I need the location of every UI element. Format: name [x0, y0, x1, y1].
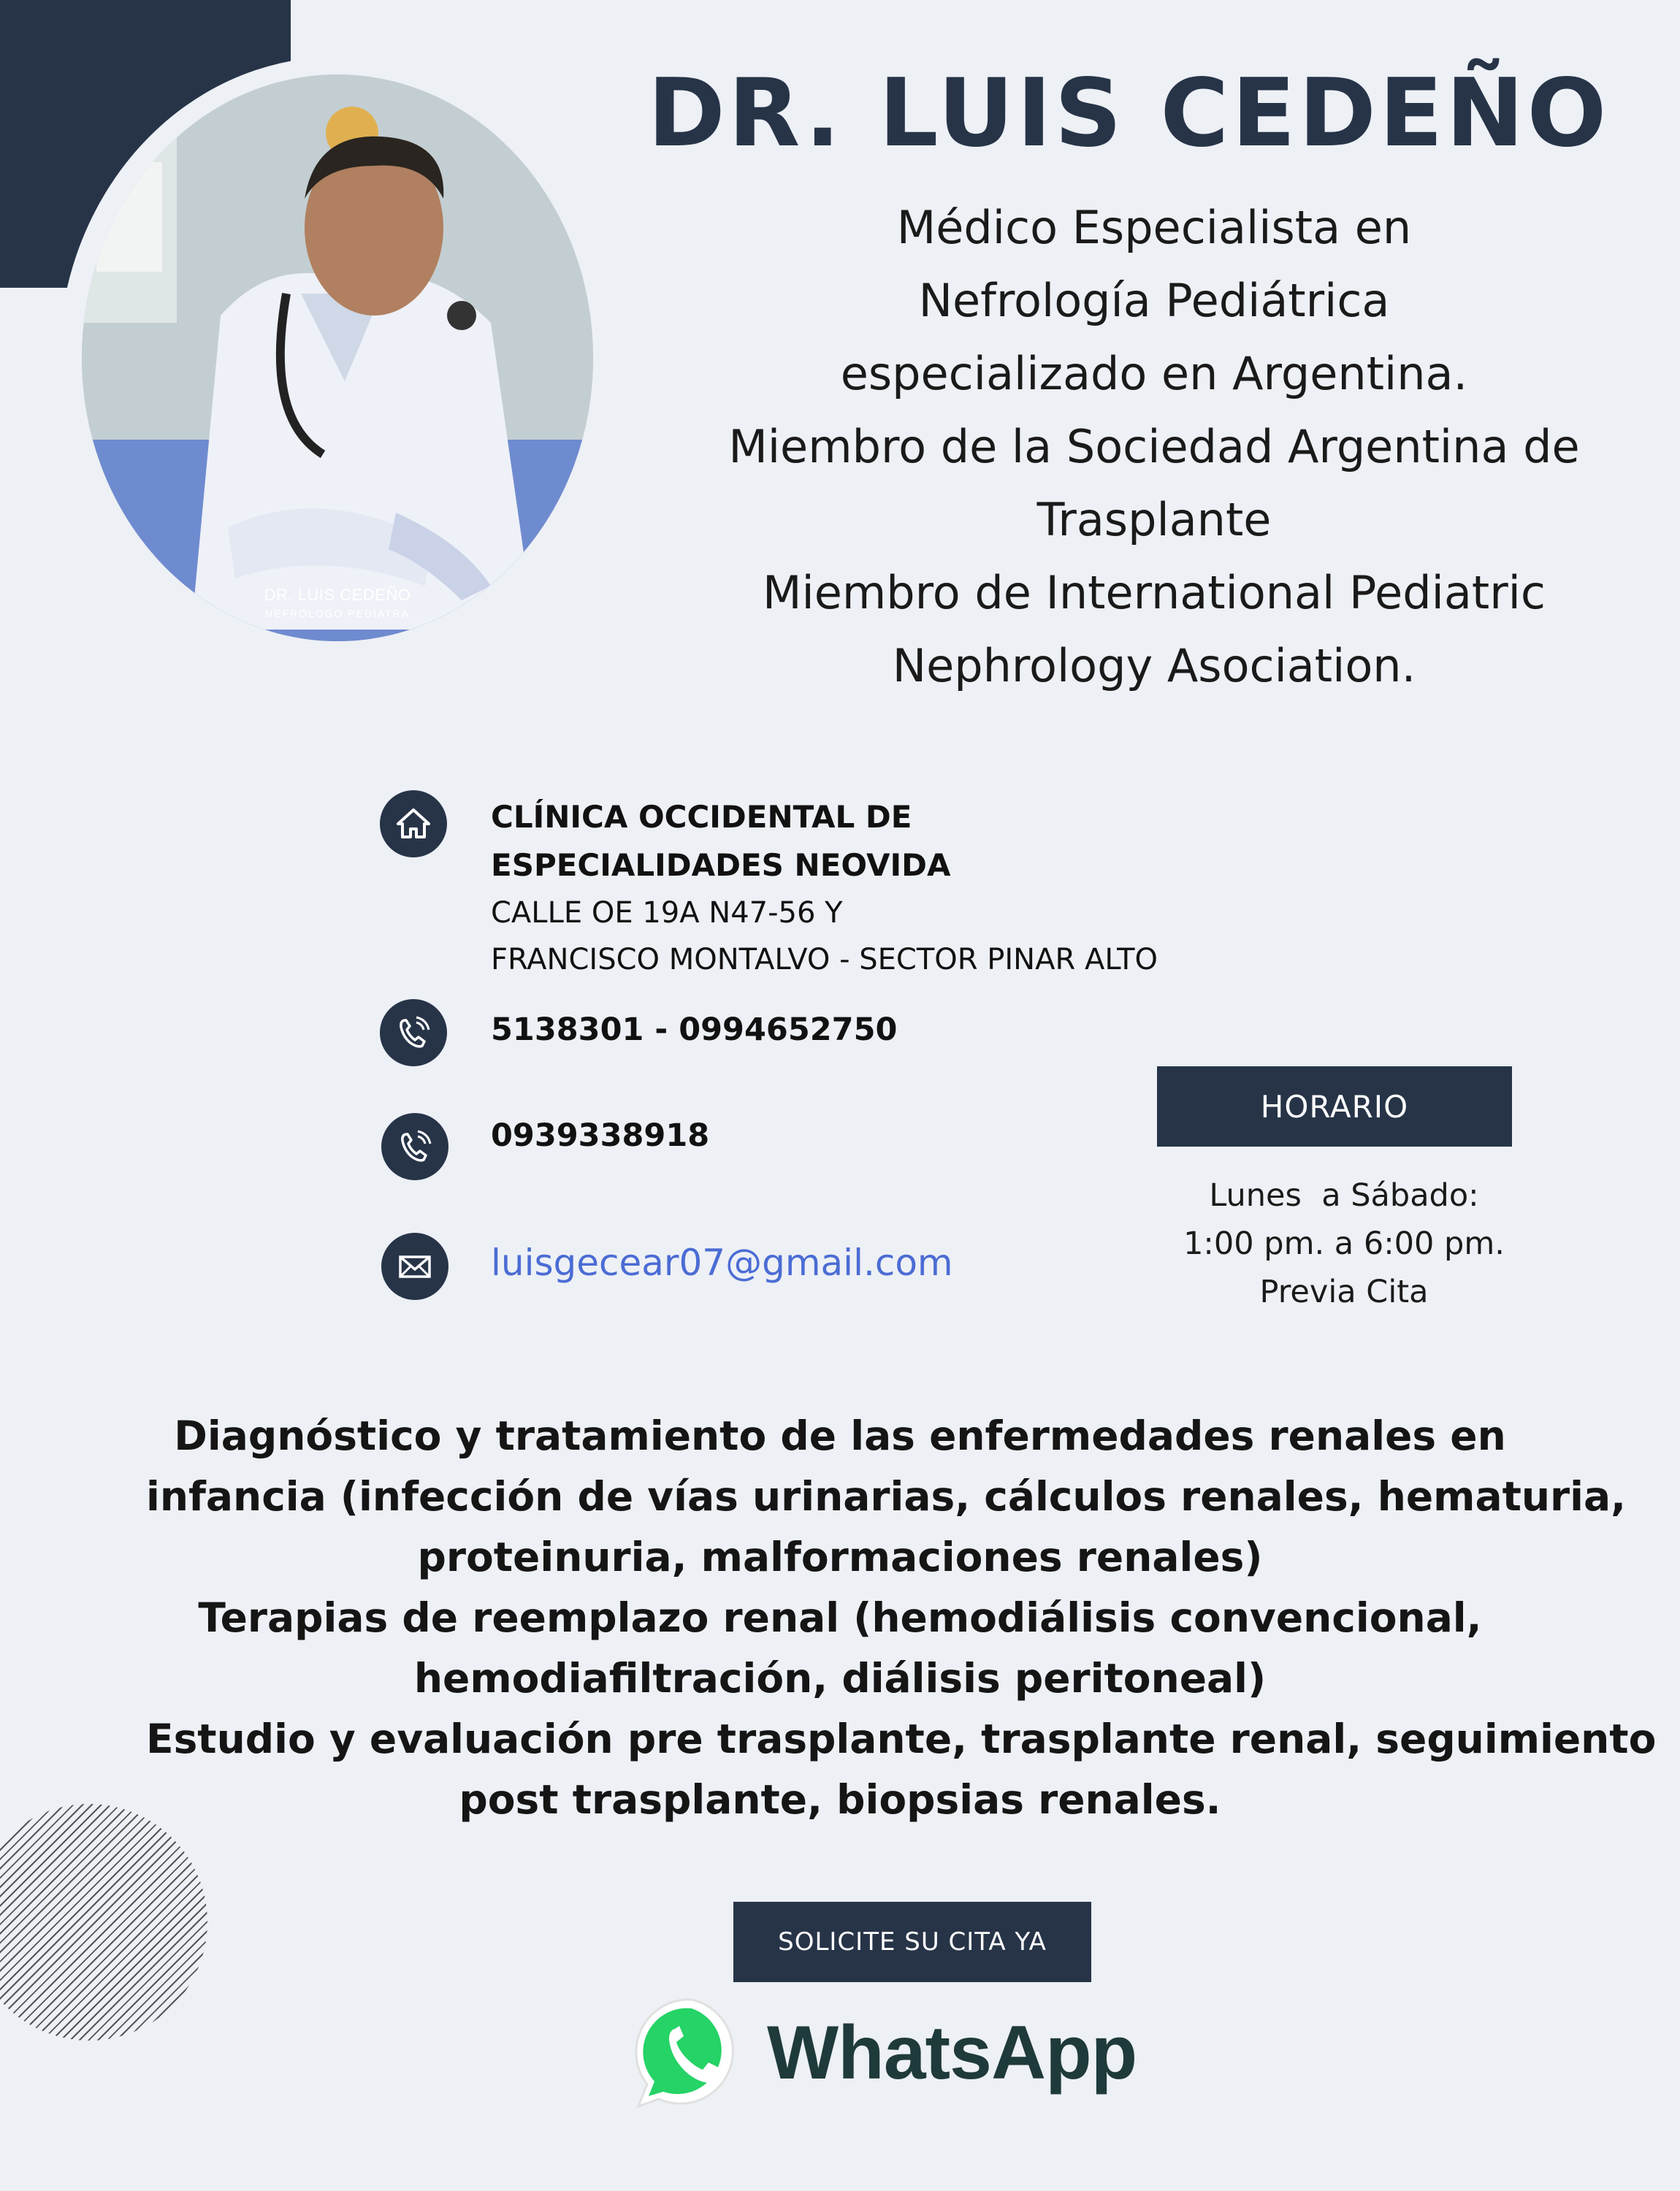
horario-line: Lunes a Sábado:: [1209, 1177, 1479, 1214]
phone-icon: [380, 999, 447, 1066]
email-link[interactable]: luisgecear07@gmail.com: [491, 1242, 953, 1284]
credential-line: especializado en Argentina.: [840, 347, 1468, 400]
credential-line: Trasplante: [1036, 493, 1272, 546]
clinic-address: [491, 890, 1158, 983]
address-line: FRANCISCO MONTALVO - SECTOR PINAR ALTO: [491, 943, 1158, 976]
clinic-name-line: CLÍNICA OCCIDENTAL DE: [491, 799, 912, 835]
horario-heading: HORARIO: [1157, 1066, 1512, 1147]
home-icon: [380, 790, 447, 857]
services-line: Estudio y evaluación pre trasplante, trasplante renal, seguimiento: [146, 1716, 1657, 1762]
clinic-name: [491, 793, 950, 890]
doctor-name: DR. LUIS CEDEÑO: [647, 59, 1610, 168]
horario-details: [1139, 1171, 1549, 1316]
address-line: CALLE OE 19A N47-56 Y: [491, 896, 843, 930]
services-line: Terapias de reemplazo renal (hemodiálisis convencional,: [198, 1594, 1482, 1641]
services-line: proteinuria, malformaciones renales): [417, 1534, 1263, 1580]
credential-line: Miembro de la Sociedad Argentina de: [728, 420, 1580, 473]
photo-caption-subtitle: NEFRÓLOGO PEDIATRA: [264, 608, 411, 619]
horario-line: 1:00 pm. a 6:00 pm.: [1183, 1225, 1505, 1262]
services-line: post trasplante, biopsias renales.: [459, 1776, 1221, 1823]
phone-icon: [381, 1113, 448, 1180]
hatched-circle-decoration: [0, 1804, 207, 2041]
horario-line: Previa Cita: [1259, 1274, 1429, 1310]
whatsapp-label[interactable]: WhatsApp: [767, 2011, 1137, 2095]
photo-caption-name: DR. LUIS CEDEÑO: [264, 586, 411, 604]
services-line: Diagnóstico y tratamiento de las enfermedades renales en: [174, 1412, 1506, 1459]
credentials: [643, 191, 1665, 703]
doctor-photo: [82, 74, 593, 641]
phone-number-primary[interactable]: 5138301 - 0994652750: [491, 1012, 898, 1048]
services-line: infancia (infección de vías urinarias, cálculos renales, hematuria,: [146, 1473, 1627, 1520]
credential-line: Médico Especialista en: [896, 201, 1412, 254]
credential-line: Miembro de International Pediatric: [762, 566, 1546, 619]
whatsapp-icon[interactable]: [630, 1991, 754, 2115]
book-appointment-button[interactable]: SOLICITE SU CITA YA: [733, 1902, 1091, 1982]
photo-caption: [82, 586, 593, 619]
credential-line: Nefrología Pediátrica: [918, 274, 1390, 327]
services-line: hemodiafiltración, diálisis peritoneal): [413, 1655, 1267, 1702]
services-description: [146, 1406, 1657, 1830]
credential-line: Nephrology Asociation.: [892, 639, 1416, 692]
clinic-name-line: ESPECIALIDADES NEOVIDA: [491, 847, 951, 883]
mail-icon: [381, 1233, 448, 1300]
phone-number-mobile[interactable]: 0939338918: [491, 1117, 710, 1154]
